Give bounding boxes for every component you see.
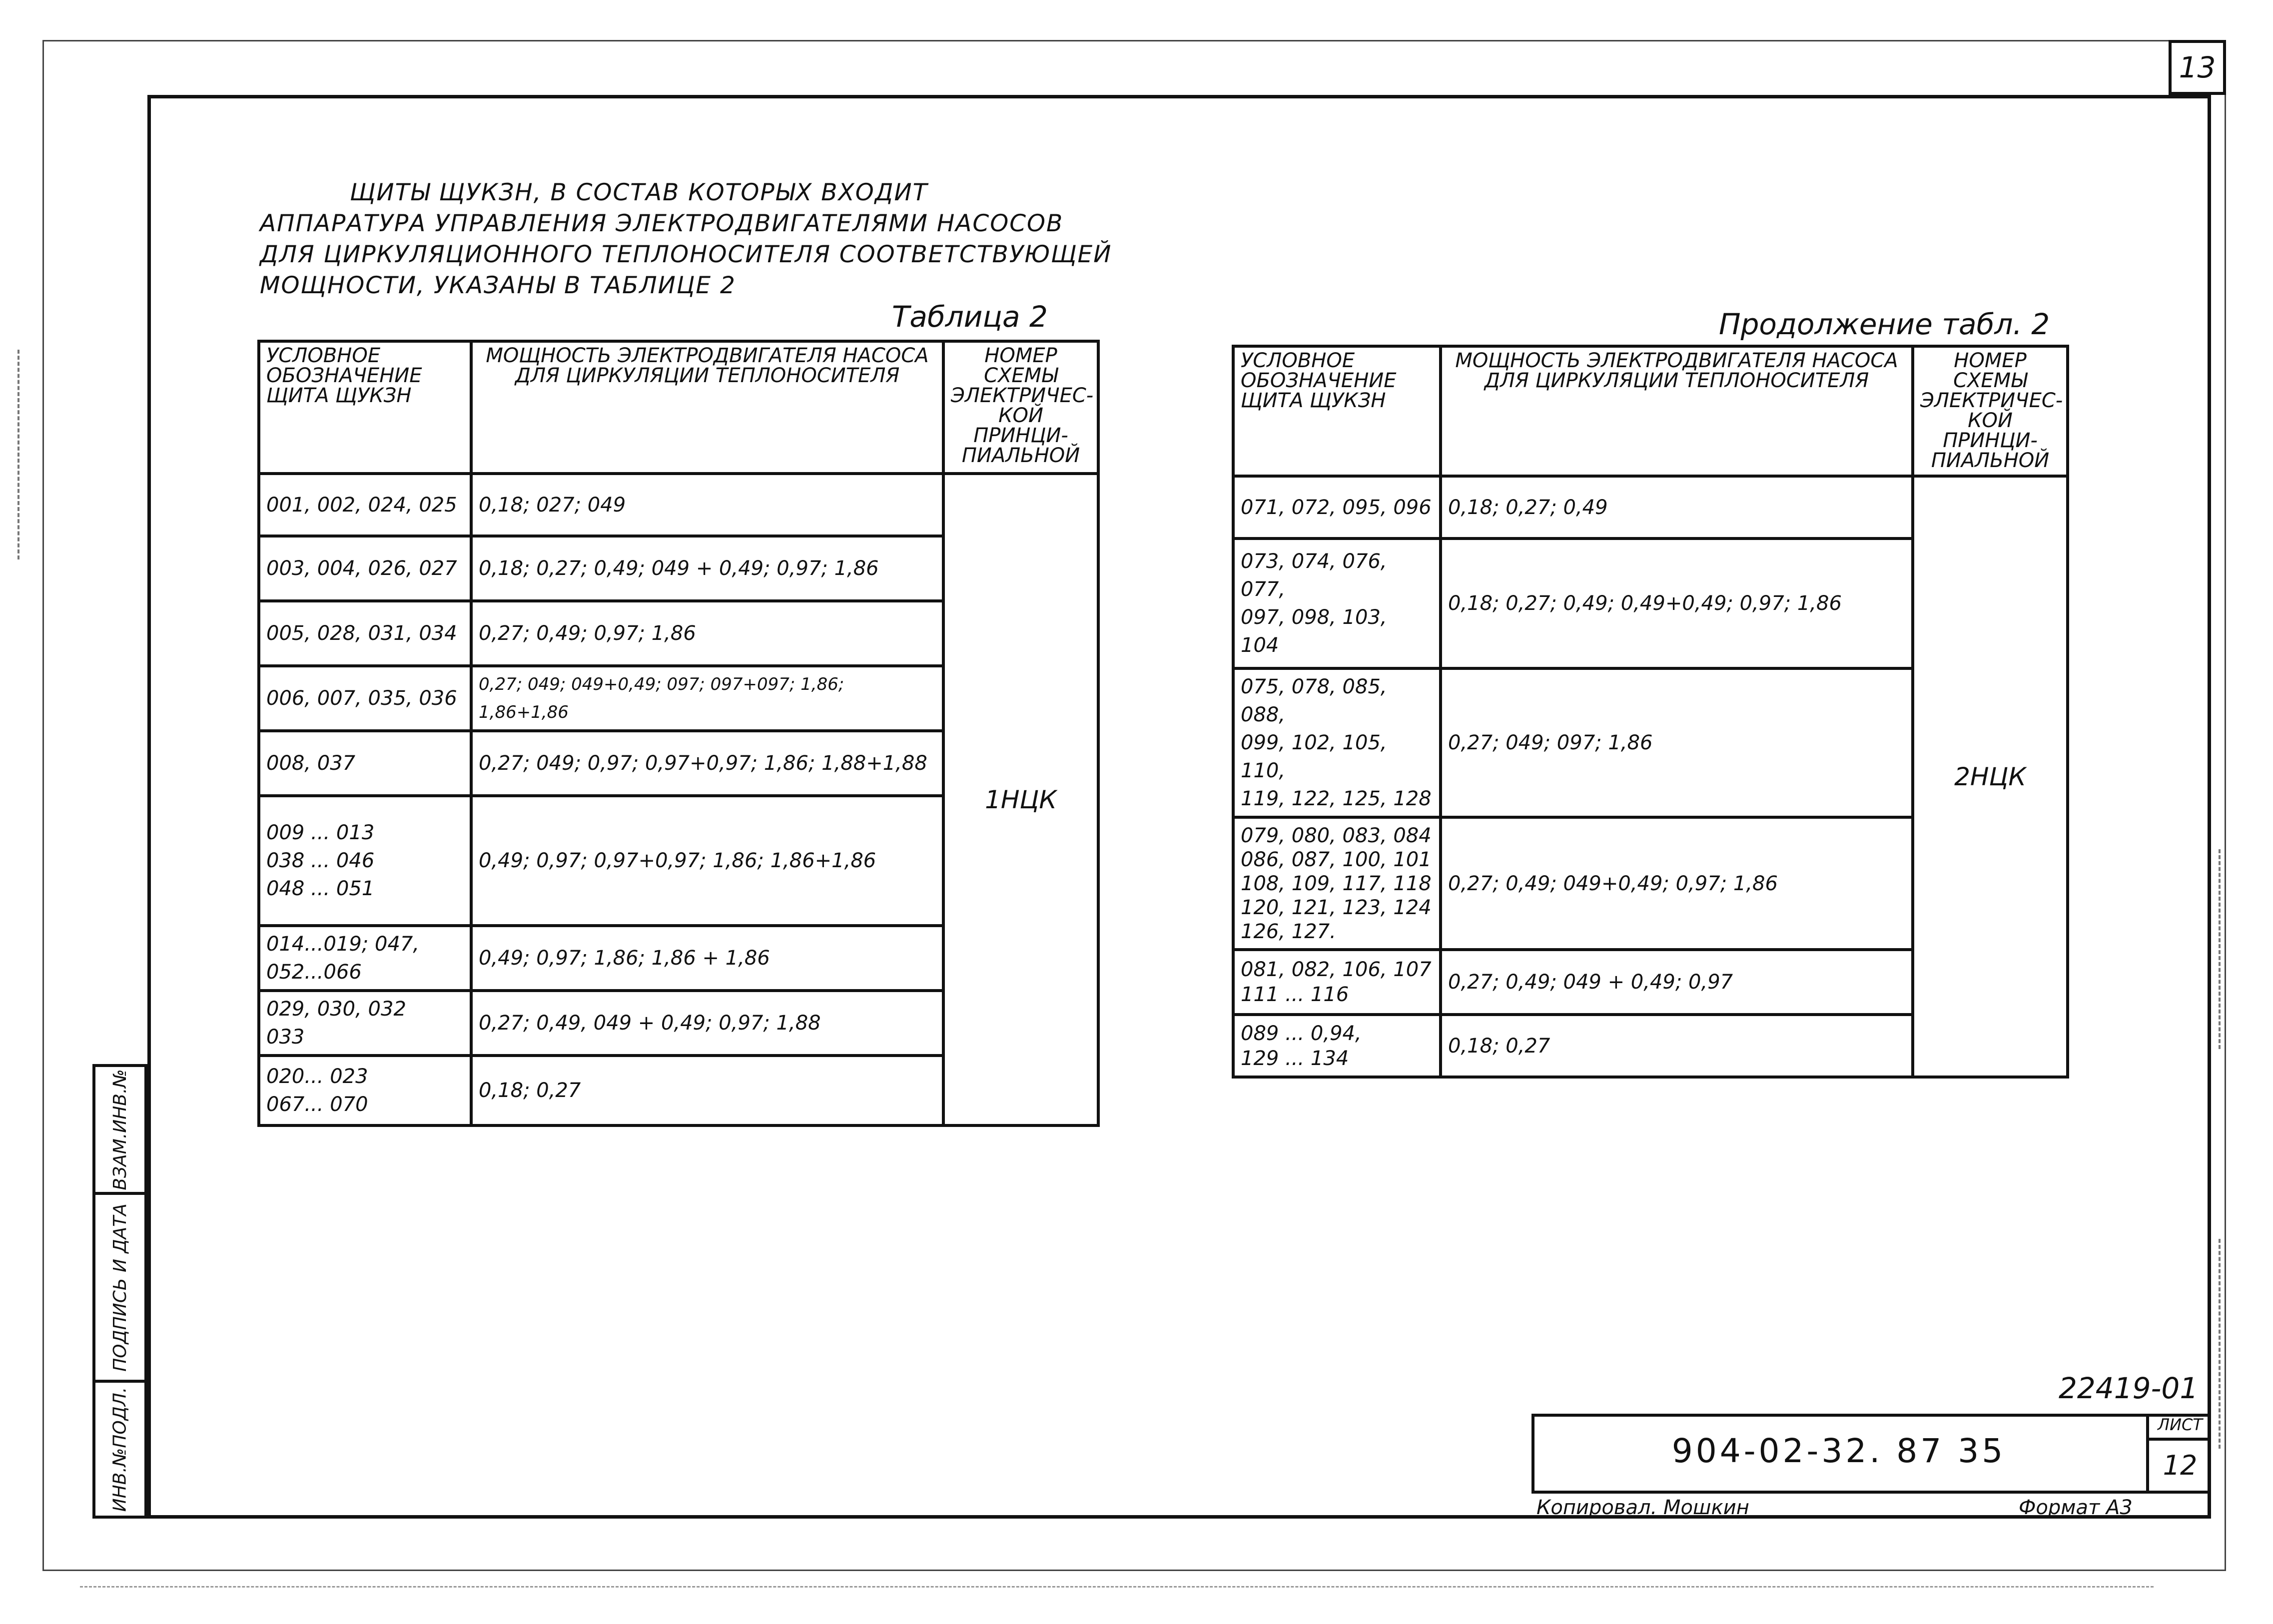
cell-power: 0,27; 0,49, 049 + 0,49; 0,97; 1,88 bbox=[471, 991, 943, 1056]
side-stamp-cell bbox=[95, 1383, 144, 1516]
cell-code: 089 ... 0,94, 129 ... 134 bbox=[1233, 1015, 1441, 1077]
cell-code: 014...019; 047, 052...066 bbox=[259, 926, 471, 991]
header-power: МОЩНОСТЬ ЭЛЕКТРОДВИГАТЕЛЯ НАСОСА ДЛЯ ЦИРКУЛЯЦИИ ТЕПЛОНОСИТЕЛЯ bbox=[1441, 346, 1913, 476]
cell-power: 0,18; 0,27; 0,49; 049 + 0,49; 0,97; 1,86 bbox=[471, 536, 943, 601]
cell-power: 0,18; 0,27; 0,49; 0,49+0,49; 0,97; 1,86 bbox=[1441, 539, 1913, 668]
cell-power: 0,27; 0,49; 0,97; 1,86 bbox=[471, 601, 943, 666]
cell-code: 005, 028, 031, 034 bbox=[259, 601, 471, 666]
side-stamp-label: ИНВ.№ПОДЛ. bbox=[109, 1387, 130, 1512]
cell-code: 075, 078, 085, 088, 099, 102, 105, 110, 119, 122, 125, 128 bbox=[1233, 668, 1441, 817]
table-row bbox=[259, 474, 1098, 536]
side-stamp-cell bbox=[95, 1195, 144, 1383]
intro-line: АППАРАТУРА УПРАВЛЕНИЯ ЭЛЕКТРОДВИГАТЕЛЯМИ НАСОСОВ bbox=[260, 210, 1064, 237]
header-scheme: НОМЕР СХЕМЫ ЭЛЕКТРИЧЕС-КОЙ ПРИНЦИ-ПИАЛЬНОЙ bbox=[943, 341, 1098, 474]
cell-code: 029, 030, 032 033 bbox=[259, 991, 471, 1056]
sheet-cell bbox=[2146, 1414, 2211, 1494]
sheet-number: 12 bbox=[2163, 1450, 2198, 1481]
corner-page-number: 13 bbox=[2169, 40, 2226, 95]
cell-power: 0,27; 049; 049+0,49; 097; 097+097; 1,86; 1,86+1,86 bbox=[471, 666, 943, 731]
header-code: УСЛОВНОЕ ОБОЗНАЧЕНИЕ ЩИТА ЩУКЗН bbox=[1233, 346, 1441, 476]
cell-power: 0,49; 0,97; 1,86; 1,86 + 1,86 bbox=[471, 926, 943, 991]
header-power: МОЩНОСТЬ ЭЛЕКТРОДВИГАТЕЛЯ НАСОСА ДЛЯ ЦИРКУЛЯЦИИ ТЕПЛОНОСИТЕЛЯ bbox=[471, 341, 943, 474]
cell-code: 006, 007, 035, 036 bbox=[259, 666, 471, 731]
cell-code: 001, 002, 024, 025 bbox=[259, 474, 471, 536]
cell-power: 0,27; 0,49; 049 + 0,49; 0,97 bbox=[1441, 950, 1913, 1015]
intro-line: ДЛЯ ЦИРКУЛЯЦИОННОГО ТЕПЛОНОСИТЕЛЯ СООТВЕТСТВУЮЩЕЙ bbox=[260, 241, 1112, 268]
scan-edge-mark bbox=[2219, 849, 2221, 1049]
header-code: УСЛОВНОЕ ОБОЗНАЧЕНИЕ ЩИТА ЩУКЗН bbox=[259, 341, 471, 474]
cell-scheme: 2НЦК bbox=[1913, 476, 2068, 1077]
cell-code: 008, 037 bbox=[259, 731, 471, 796]
cell-power: 0,27; 0,49; 049+0,49; 0,97; 1,86 bbox=[1441, 817, 1913, 950]
cell-code: 071, 072, 095, 096 bbox=[1233, 476, 1441, 539]
header-scheme: НОМЕР СХЕМЫ ЭЛЕКТРИЧЕС-КОЙ ПРИНЦИ-ПИАЛЬНОЙ bbox=[1913, 346, 2068, 476]
cell-power: 0,49; 0,97; 0,97+0,97; 1,86; 1,86+1,86 bbox=[471, 796, 943, 926]
cell-power: 0,27; 049; 097; 1,86 bbox=[1441, 668, 1913, 817]
title-block-code: 904-02-32. 87 35 bbox=[1671, 1431, 2006, 1470]
copied-by: Копировал. Мошкин bbox=[1536, 1496, 1749, 1519]
side-stamp-cell bbox=[95, 1067, 144, 1195]
cell-code: 003, 004, 026, 027 bbox=[259, 536, 471, 601]
scan-edge-mark bbox=[17, 350, 19, 559]
table-row bbox=[1233, 476, 2068, 539]
cell-power: 0,18; 0,27; 0,49 bbox=[1441, 476, 1913, 539]
cell-power: 0,27; 049; 0,97; 0,97+0,97; 1,86; 1,88+1,88 bbox=[471, 731, 943, 796]
table2-header-row bbox=[1233, 346, 2068, 476]
sheet-label: ЛИСТ bbox=[2149, 1414, 2211, 1441]
scan-edge-mark bbox=[2219, 1239, 2221, 1449]
table2 bbox=[1232, 345, 2069, 1079]
cell-code: 020... 023 067... 070 bbox=[259, 1056, 471, 1125]
cell-power: 0,18; 0,27 bbox=[471, 1056, 943, 1125]
intro-text bbox=[260, 177, 1134, 301]
table1-header-row bbox=[259, 341, 1098, 474]
cell-code: 073, 074, 076, 077, 097, 098, 103, 104 bbox=[1233, 539, 1441, 668]
cell-power: 0,18; 0,27 bbox=[1441, 1015, 1913, 1077]
cell-code: 079, 080, 083, 084 086, 087, 100, 101 108, 109, 117, 118 120, 121, 123, 124 126, 127. bbox=[1233, 817, 1441, 950]
side-stamp bbox=[92, 1064, 147, 1519]
cell-code: 009 ... 013 038 ... 046 048 ... 051 bbox=[259, 796, 471, 926]
table1 bbox=[257, 340, 1100, 1127]
cell-code: 081, 082, 106, 107 111 ... 116 bbox=[1233, 950, 1441, 1015]
table2-caption: Продолжение табл. 2 bbox=[1719, 307, 2050, 341]
paper-format: Формат А3 bbox=[2019, 1496, 2133, 1519]
side-stamp-label: ВЗАМ.ИНВ.№ bbox=[109, 1069, 130, 1190]
intro-line: МОЩНОСТИ, УКАЗАНЫ В ТАБЛИЦЕ 2 bbox=[260, 272, 736, 299]
cell-power: 0,18; 027; 049 bbox=[471, 474, 943, 536]
document-number: 22419-01 bbox=[2059, 1371, 2199, 1405]
cell-scheme: 1НЦК bbox=[943, 474, 1098, 1125]
table1-caption: Таблица 2 bbox=[892, 300, 1048, 334]
intro-line: ЩИТЫ ЩУКЗН, В СОСТАВ КОТОРЫХ ВХОДИТ bbox=[350, 179, 928, 206]
side-stamp-label: ПОДПИСЬ И ДАТА bbox=[109, 1203, 130, 1372]
scan-edge-mark bbox=[80, 1586, 2154, 1588]
